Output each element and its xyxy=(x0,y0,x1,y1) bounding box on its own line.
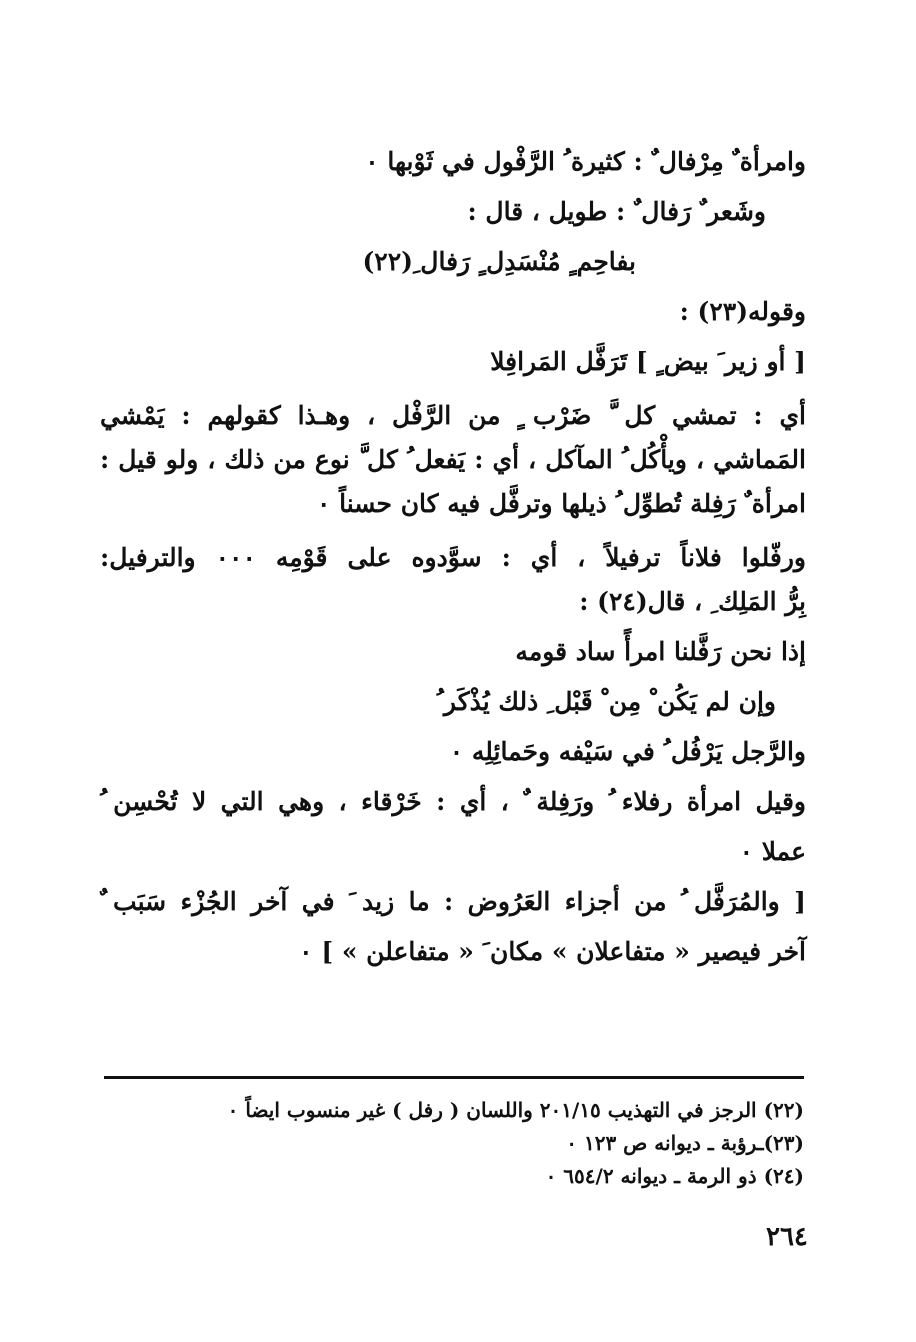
footnote: (٢٤) ذو الرمة ـ ديوانه ٦٥٤/٢ ٠ xyxy=(545,1164,804,1188)
footnotes xyxy=(104,1094,804,1193)
text-line: أي : تمشي كل َّ ضَرْب ٍ من الرَّفْل ، وهـذا كقولهم : يَمْشي xyxy=(100,401,806,430)
footnote: (٢٣)ـرؤبة ـ ديوانه ص ١٢٣ ٠ xyxy=(566,1131,804,1155)
verse-line: وإن لم يَكُن ْ مِن ْ قَبْل ِ ذلك يُذْكَر ُ xyxy=(436,687,776,716)
text-line: وامرأة ٌ مِرْفال ٌ : كثيرة ُ الرَّفْول في ثَوْبها ٠ xyxy=(365,147,806,176)
text-line: وقوله(٢٣) : xyxy=(679,297,806,326)
footnote-divider xyxy=(104,1076,804,1079)
text-line: آخر فيصير « متفاعلان » مكان َ « متفاعلن » ] ٠ xyxy=(299,937,806,966)
verse-line: [ أو زير َ بيض ٍ ] تَرَفَّل المَرافِلا xyxy=(490,347,806,376)
footnote: (٢٢) الرجز في التهذيب ٢٠١/١٥ واللسان ( رفل ) غير منسوب ايضاً ٠ xyxy=(227,1098,804,1122)
text-line: والرَّجل يَرْفُل ُ في سَيْفه وحَمائِلِه ٠ xyxy=(449,737,806,766)
text-line: [ والمُرَفَّل ُ من أجزاء العَرُوض : ما زيد َ في آخر الجُزْء سَبَب ٌ xyxy=(100,887,806,916)
page-number: ٢٦٤ xyxy=(766,1222,808,1252)
text-line: امرأة ٌ رَفِلة تُطوِّل ُ ذيلها وترفَّل فيه كان حسناً ٠ xyxy=(316,489,806,518)
text-line: وقيل امرأة رفلاء ُ ورَفِلة ٌ ، أي : خَرْقاء ، وهي التي لا تُحْسِن ُ xyxy=(100,787,806,816)
verse-line: إذا نحن رَفَّلنا امرأً ساد قومه xyxy=(515,637,806,666)
text-line: ورفّلوا فلاناً ترفيلاً ، أي : سوَّدوه على قَوْمِه ٠٠٠ والترفيل: xyxy=(100,543,806,572)
text-line: المَماشي ، ويأْكُل ُ المآكل ، أي : يَفعل ُ كل َّ نوع من ذلك ، ولو قيل : xyxy=(100,445,806,474)
text-line: بِرُّ المَلِك ِ ، قال(٢٤) : xyxy=(579,587,806,616)
text-line: وشَعر ٌ رَفال ٌ : طويل ، قال : xyxy=(467,197,766,226)
text-line: عملا ٠ xyxy=(739,837,806,866)
main-text xyxy=(100,140,806,974)
verse-line: بفاحِم ٍ مُنْسَدِل ٍ رَفال ِ(٢٢) xyxy=(362,247,636,276)
